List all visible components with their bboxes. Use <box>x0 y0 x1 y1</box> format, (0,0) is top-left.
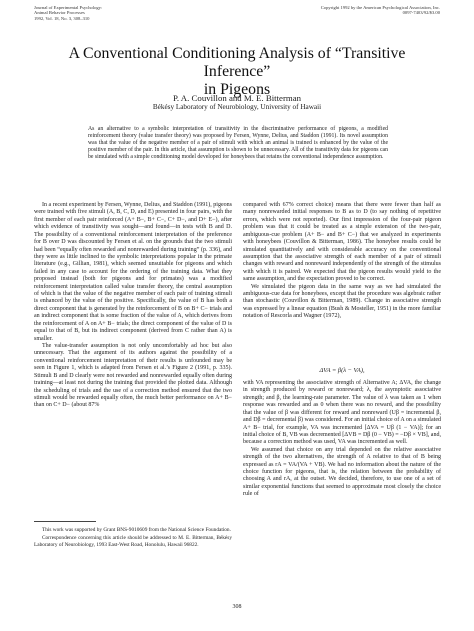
author-affiliation: Békésy Laboratory of Neurobiology, University of Hawaii <box>152 103 322 111</box>
footnote-divider <box>34 521 96 522</box>
journal-header <box>34 5 194 21</box>
body-column-left <box>34 202 232 410</box>
body-paragraph: We simulated the pigeon data in the same way as we had simulated the ambiguous-cue data for honeybees, except that the procedure was algebraic rather than stochastic (Couvillon & Bitterman, 1989). Change in associative strength was expressed by a linear equation (Bush & Mosteller, 1951) in the more familiar notation of Rescorla and Wagner (1972), <box>243 283 441 320</box>
article-abstract: As an alternative to a symbolic interpretation of transitivity in the discriminative performance of pigeons, a modified reinforcement theory (value transfer theory) was proposed by Fersen, Wynne, Delius, and Staddon (1991). Its novel assumption was that the value of the negative member of a pair of stimuli with which an animal is trained is enhanced by the value of the positive member of the pair. In this article, that assumption is shown to be unnecessary. All of the transitivity data for pigeons can be simulated with a simple conditioning model developed for honeybees that retains the conventional independence assumption. <box>88 126 388 161</box>
copyright-notice: Copyright 1992 by the American Psychological Association, Inc. <box>320 5 440 10</box>
copyright-header <box>280 5 440 16</box>
body-paragraph: The value-transfer assumption is not only uncomfortably ad hoc but also unnecessary. That the argument of its authors against the possibility of a conventional reinforcement interpretation of their results is unfounded may be seen in Figure 1, which is adapted from Fersen et al.’s Figure 2 (1991, p. 335). Stimuli B and D clearly were not rewarded and nonrewarded equally often during training—at least not during the training that provided the plotted data. Although the scheduling of trials and the use of a correction method ensured that the two stimuli would be rewarded equally often, the much better performance on A+ B− than on C+ D− (about 87% <box>34 343 232 409</box>
article-price: 0097-7403/92/$3.00 <box>402 10 440 16</box>
journal-section: Animal Behavior Processes <box>34 10 85 16</box>
journal-citation: 1992, Vol. 18, No. 3, 308–310 <box>34 15 90 21</box>
body-column-right-continued <box>243 380 441 499</box>
title-line-2: in Pigeons <box>203 81 271 98</box>
page-number: 308 <box>232 604 242 610</box>
correspondence-footnote: Correspondence concerning this article should be addressed to M. E. Bitterman, Békésy Laboratory of Neurobiology, 1993 East-West Road, Honolulu, Hawaii 96822. <box>34 535 232 548</box>
journal-name: Journal of Experimental Psychology: <box>34 5 103 10</box>
article-authors: P. A. Couvillon and M. E. Bitterman <box>172 93 302 103</box>
learning-equation: ΔVA = β(λ − VA), <box>319 367 365 374</box>
grant-footnote: This work was supported by Grant BNS-9010609 from the National Science Foundation. <box>42 527 231 533</box>
body-paragraph: We assumed that choice on any trial depended on the relative associative strength of the two alternatives, the strength of A relative to that of B being expressed as rA = VA/(VA + VB). We had no information about the nature of the choice function for pigeons, that is, the relation between the probability of choosing A and rA, at the outset. We decided, therefore, to use one of a set of similar exponential functions that seemed to approximate most closely the choice rule of <box>243 446 441 498</box>
body-paragraph: with VA representing the associative strength of Alternative A; ΔVA, the change in strength produced by reward or nonreward; λ, the asymptotic associative strength; and β, the learning-rate parameter. The value of λ was taken as 1 when response was rewarded and as 0 when there was no reward, and the possibility that the value of β was different for reward and nonreward (Uβ = incremental β, and Dβ = decremental β) was considered. For an initial choice of A on a simulated A+ B− trial, for example, VA was incremented [ΔVA = Uβ (1 − VA)]; for an initial choice of B, VB was decremented [ΔVB = Dβ (0 − VB) = −Dβ × VB], and, because a correction method was used, VA was incremented as well. <box>243 380 441 446</box>
body-column-right <box>243 202 441 321</box>
title-line-1: A Conventional Conditioning Analysis of “Transitive Inference” <box>68 45 406 80</box>
body-paragraph: compared with 67% correct choice) means that there were fewer than half as many nonrewarded initial responses to B as to D (to say nothing of repetitive errors, which were not reported). Our first impression of the four-pair pigeon problem was that it could be treated as a simple extension of the two-pair, ambiguous-cue problem (A+ B− and B+ C−) that we analyzed in experiments with honeybees (Couvillon & Bitterman, 1986). The honeybee results could be simulated quantitatively and with considerable accuracy on the conventional assumption that the associative strength of each member of a pair of stimuli changes with reward and nonreward independently of the strength of the stimulus with which it is paired. We expected that the pigeon results would yield to the same assumption, and the expectation proved to be correct. <box>243 202 441 283</box>
article-title <box>34 45 440 99</box>
footnotes <box>34 527 232 550</box>
body-paragraph: In a recent experiment by Fersen, Wynne, Delius, and Staddon (1991), pigeons were trained with five stimuli (A, B, C, D, and E) presented in four pairs, with the first member of each pair reinforced (A+ B−, B+ C−, C+ D−, and D+ E−), after which evidence of transitivity was sought—and found—in tests with B and D. The possibility of a conventional reinforcement interpretation of the preference for B over D was discounted by Fersen et al. on the grounds that the two stimuli had been “equally often rewarded and nonrewarded during training” (p. 336), and they were as little inclined to the symbolic interpretations popular in the primate literature (e.g., Gillian, 1981), which seemed unsuitable for pigeons and which failed in any case to account for the ordering of the training data. What they proposed instead (both for pigeons and for primates) was a modified reinforcement interpretation called value transfer theory, the central assumption of which is that the value of the negative member of each pair of training stimuli is enhanced by the value of the positive. Specifically, the value of B has both a direct component that is generated by the reinforcement of B on B+ C− trials and an indirect component that is some fraction of the value of A, which derives from the reinforcement of A on A+ B− trials; the direct component of the value of D is equal to that of B, but its indirect component (derived from C rather than A) is smaller. <box>34 202 232 342</box>
